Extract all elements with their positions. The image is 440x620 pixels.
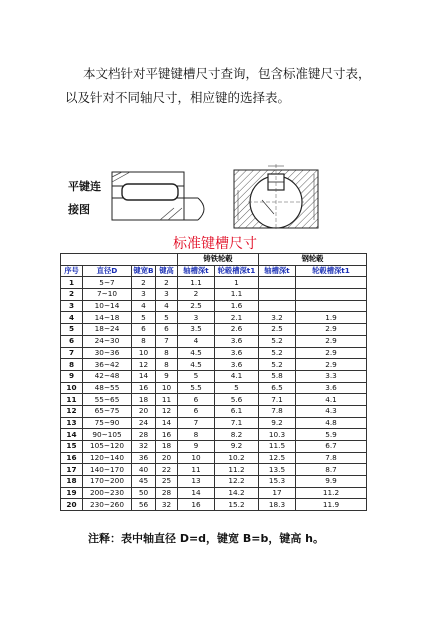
cell-index: 17 [61,464,83,476]
cell-diameter: 105~120 [83,441,132,453]
cell-shaft-depth-cast: 7 [178,417,215,429]
cell-key-height: 3 [156,289,178,301]
cell-shaft-depth-cast: 5 [178,370,215,382]
cell-shaft-depth-steel: 7.8 [259,405,296,417]
cell-key-height: 8 [156,347,178,359]
cell-shaft-depth-steel: 5.2 [259,347,296,359]
cell-hub-depth-steel: 2.9 [296,324,367,336]
cell-hub-depth-steel: 8.7 [296,464,367,476]
cell-key-height: 10 [156,382,178,394]
cell-hub-depth-cast: 14.2 [215,487,259,499]
cell-hub-depth-cast: 2.1 [215,312,259,324]
cell-key-width: 56 [132,499,156,511]
cell-shaft-depth-steel: 18.3 [259,499,296,511]
cell-diameter: 42~48 [83,370,132,382]
table-row [61,312,367,324]
cell-key-height: 5 [156,312,178,324]
cell-hub-depth-cast: 10.2 [215,452,259,464]
table-row [61,417,367,429]
cell-hub-depth-steel: 1.9 [296,312,367,324]
cell-key-width: 10 [132,347,156,359]
cell-hub-depth-cast: 7.1 [215,417,259,429]
cell-key-height: 18 [156,441,178,453]
cell-shaft-depth-cast: 4.5 [178,347,215,359]
table-row [61,335,367,347]
cell-hub-depth-steel: 3.3 [296,370,367,382]
cell-hub-depth-steel: 2.9 [296,347,367,359]
header-index: 序号 [61,265,83,277]
cell-shaft-depth-cast: 6 [178,394,215,406]
key-side-view-drawing [110,168,215,230]
cell-key-height: 4 [156,300,178,312]
cell-key-width: 12 [132,359,156,371]
cell-hub-depth-cast: 5.6 [215,394,259,406]
cell-shaft-depth-steel: 6.5 [259,382,296,394]
cell-key-width: 4 [132,300,156,312]
cell-key-height: 8 [156,359,178,371]
cell-shaft-depth-steel: 11.5 [259,441,296,453]
table-row [61,324,367,336]
cell-hub-depth-steel: 7.8 [296,452,367,464]
cell-diameter: 48~55 [83,382,132,394]
figure-label-line2: 接图 [68,203,90,216]
cell-hub-depth-cast: 11.2 [215,464,259,476]
cell-hub-depth-cast: 5 [215,382,259,394]
cell-hub-depth-cast: 1.1 [215,289,259,301]
table-row [61,429,367,441]
cell-diameter: 170~200 [83,476,132,488]
cell-diameter: 30~36 [83,347,132,359]
cell-shaft-depth-cast: 5.5 [178,382,215,394]
cell-shaft-depth-steel: 13.5 [259,464,296,476]
cell-key-width: 6 [132,324,156,336]
cell-key-height: 9 [156,370,178,382]
cell-shaft-depth-cast: 6 [178,405,215,417]
cell-diameter: 90~105 [83,429,132,441]
table-row [61,370,367,382]
header-key-width: 键宽B [133,266,154,276]
header-hub-depth-cast: 轮毂槽深t1 [215,265,259,277]
cell-index: 20 [61,499,83,511]
cell-index: 9 [61,370,83,382]
cell-shaft-depth-cast: 9 [178,441,215,453]
footnote: 注释：表中轴直径 D=d，键宽 B=b，键高 h。 [88,532,325,545]
cell-index: 13 [61,417,83,429]
cell-index: 4 [61,312,83,324]
cell-hub-depth-steel [296,289,367,301]
cell-shaft-depth-cast: 3 [178,312,215,324]
cell-key-height: 2 [156,277,178,289]
cell-index: 8 [61,359,83,371]
cell-key-width: 5 [132,312,156,324]
key-section-drawing [228,160,324,232]
cell-shaft-depth-steel: 10.3 [259,429,296,441]
column-header-row [61,265,367,277]
cell-key-width: 2 [132,277,156,289]
cell-diameter: 140~170 [83,464,132,476]
cell-index: 3 [61,300,83,312]
cell-hub-depth-cast: 8.2 [215,429,259,441]
table-row [61,394,367,406]
intro-paragraph [65,62,400,110]
cell-hub-depth-steel: 11.2 [296,487,367,499]
cell-shaft-depth-cast: 2.5 [178,300,215,312]
cell-hub-depth-cast: 3.6 [215,347,259,359]
cell-hub-depth-steel: 4.1 [296,394,367,406]
cell-shaft-depth-steel [259,300,296,312]
cell-diameter: 24~30 [83,335,132,347]
cell-shaft-depth-cast: 2 [178,289,215,301]
cell-diameter: 65~75 [83,405,132,417]
cell-hub-depth-steel: 2.9 [296,359,367,371]
cell-key-width: 36 [132,452,156,464]
table-row [61,452,367,464]
key-dimension-table [60,253,367,511]
figure-label-line1: 平键连 [68,180,101,193]
table-row [61,359,367,371]
cell-shaft-depth-steel: 9.2 [259,417,296,429]
cell-diameter: 10~14 [83,300,132,312]
cell-hub-depth-steel [296,300,367,312]
cell-key-height: 20 [156,452,178,464]
table-row [61,300,367,312]
cell-key-width: 24 [132,417,156,429]
cell-hub-depth-cast: 15.2 [215,499,259,511]
cell-shaft-depth-steel: 5.2 [259,359,296,371]
header-diameter: 直径D [83,265,132,277]
cell-index: 1 [61,277,83,289]
intro-line-2: 以及针对不同轴尺寸，相应键的选择表。 [65,90,291,105]
group-header-blank [61,254,178,266]
cell-index: 7 [61,347,83,359]
cell-hub-depth-cast: 3.6 [215,335,259,347]
intro-line-1: 本文档针对平键键槽尺寸查询，包含标准键尺寸表， [83,66,371,81]
cell-key-width: 20 [132,405,156,417]
header-shaft-depth-cast: 轴槽深t [178,265,215,277]
cell-key-width: 8 [132,335,156,347]
cell-shaft-depth-steel: 5.8 [259,370,296,382]
cell-shaft-depth-cast: 4 [178,335,215,347]
cell-index: 18 [61,476,83,488]
cell-index: 14 [61,429,83,441]
cell-hub-depth-steel: 6.7 [296,441,367,453]
cell-shaft-depth-cast: 13 [178,476,215,488]
cell-diameter: 230~260 [83,499,132,511]
cell-hub-depth-cast: 1 [215,277,259,289]
cell-shaft-depth-cast: 10 [178,452,215,464]
group-steel-hub: 钢轮毂 [259,254,367,266]
cell-hub-depth-steel: 3.6 [296,382,367,394]
header-shaft-depth-steel: 轴槽深t [259,265,296,277]
cell-key-height: 12 [156,405,178,417]
cell-index: 10 [61,382,83,394]
table-title: 标准键槽尺寸 [173,236,257,252]
cell-diameter: 14~18 [83,312,132,324]
cell-index: 16 [61,452,83,464]
cell-hub-depth-cast: 1.6 [215,300,259,312]
cell-diameter: 200~230 [83,487,132,499]
cell-diameter: 120~140 [83,452,132,464]
cell-key-width: 16 [132,382,156,394]
table-row [61,289,367,301]
cell-key-width: 45 [132,476,156,488]
cell-shaft-depth-steel: 15.3 [259,476,296,488]
cell-index: 5 [61,324,83,336]
cell-hub-depth-cast: 9.2 [215,441,259,453]
cell-shaft-depth-steel: 12.5 [259,452,296,464]
cell-key-width: 32 [132,441,156,453]
cell-index: 12 [61,405,83,417]
cell-shaft-depth-steel [259,277,296,289]
cell-shaft-depth-steel: 17 [259,487,296,499]
cell-hub-depth-cast: 12.2 [215,476,259,488]
table-row [61,277,367,289]
cell-diameter: 55~65 [83,394,132,406]
cell-shaft-depth-steel: 5.2 [259,335,296,347]
table-row [61,441,367,453]
cell-index: 6 [61,335,83,347]
cell-hub-depth-steel: 9.9 [296,476,367,488]
cell-key-height: 7 [156,335,178,347]
cell-shaft-depth-steel: 7.1 [259,394,296,406]
cell-key-width: 3 [132,289,156,301]
cell-hub-depth-cast: 6.1 [215,405,259,417]
cell-shaft-depth-cast: 3.5 [178,324,215,336]
table-row [61,476,367,488]
header-hub-depth-steel: 轮毂槽深t1 [296,265,367,277]
cell-key-height: 16 [156,429,178,441]
cell-key-height: 25 [156,476,178,488]
cell-index: 11 [61,394,83,406]
cell-index: 2 [61,289,83,301]
cell-diameter: 5~7 [83,277,132,289]
cell-diameter: 36~42 [83,359,132,371]
cell-hub-depth-steel: 4.8 [296,417,367,429]
cell-shaft-depth-cast: 1.1 [178,277,215,289]
cell-shaft-depth-cast: 14 [178,487,215,499]
cell-shaft-depth-cast: 8 [178,429,215,441]
cell-key-width: 14 [132,370,156,382]
group-cast-iron-hub: 铸铁轮毂 [178,254,259,266]
cell-key-height: 14 [156,417,178,429]
cell-shaft-depth-cast: 11 [178,464,215,476]
table-row [61,499,367,511]
table-row [61,382,367,394]
cell-diameter: 7~10 [83,289,132,301]
cell-key-width: 18 [132,394,156,406]
cell-hub-depth-steel [296,277,367,289]
table-row [61,464,367,476]
cell-key-height: 22 [156,464,178,476]
group-header-row [61,254,367,266]
cell-diameter: 18~24 [83,324,132,336]
cell-hub-depth-steel: 2.9 [296,335,367,347]
table-row [61,347,367,359]
cell-key-height: 32 [156,499,178,511]
cell-index: 15 [61,441,83,453]
cell-hub-depth-steel: 5.9 [296,429,367,441]
cell-hub-depth-cast: 2.6 [215,324,259,336]
cell-shaft-depth-cast: 4.5 [178,359,215,371]
cell-key-height: 6 [156,324,178,336]
header-key-height: 键高 [156,265,178,277]
cell-hub-depth-cast: 4.1 [215,370,259,382]
cell-diameter: 75~90 [83,417,132,429]
cell-key-height: 11 [156,394,178,406]
cell-shaft-depth-steel [259,289,296,301]
cell-key-width: 28 [132,429,156,441]
table-row [61,405,367,417]
cell-shaft-depth-steel: 2.5 [259,324,296,336]
cell-key-width: 50 [132,487,156,499]
cell-shaft-depth-steel: 3.2 [259,312,296,324]
cell-hub-depth-cast: 3.6 [215,359,259,371]
cell-index: 19 [61,487,83,499]
cell-hub-depth-steel: 4.3 [296,405,367,417]
cell-shaft-depth-cast: 16 [178,499,215,511]
cell-key-width: 40 [132,464,156,476]
table-row [61,487,367,499]
cell-hub-depth-steel: 11.9 [296,499,367,511]
cell-key-height: 28 [156,487,178,499]
